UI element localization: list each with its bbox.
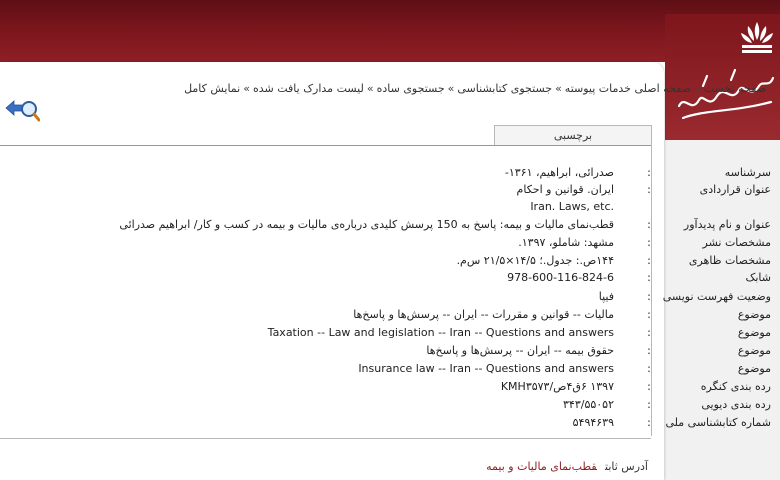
field-value: ۵۴۹۴۶۳۹ xyxy=(572,416,614,429)
organization-calligraphy xyxy=(673,66,777,124)
field-label: وضعیت فهرست نویسی xyxy=(662,290,771,303)
field-label: مشخصات ظاهری xyxy=(688,254,771,267)
field-value: ۳۴۳/۵۵۰۵۲ xyxy=(563,398,614,411)
field-label: موضوع xyxy=(737,308,771,321)
field-value: ایران. قوانین و احکام xyxy=(516,183,614,196)
field-label: موضوع xyxy=(737,344,771,357)
field-label: شابک xyxy=(745,271,771,284)
field-label: عنوان قراردادی xyxy=(699,183,771,196)
field-value: Insurance law -- Iran -- Questions and answers xyxy=(358,362,614,375)
field-label: موضوع xyxy=(737,326,771,339)
breadcrumb-services[interactable]: صفحه اصلی خدمات پیوسته xyxy=(564,82,692,95)
field-label: سرشناسه xyxy=(724,166,771,179)
breadcrumb-results-list[interactable]: لیست مدارک یافت شده xyxy=(252,82,364,95)
header-bar xyxy=(0,0,780,62)
breadcrumb-bibliographic-search[interactable]: جستجوی کتابشناسی xyxy=(457,82,553,95)
field-value: صدرائی، ابراهیم، ۱۳۶۱- xyxy=(504,166,614,179)
panel-bottom-border xyxy=(0,438,651,439)
field-value: حقوق بیمه -- ایران -- پرسش‌ها و پاسخ‌ها xyxy=(426,344,614,357)
field-label: موضوع xyxy=(737,362,771,375)
field-value: فیپا xyxy=(598,290,614,303)
field-value: Taxation -- Law and legislation -- Iran -- Questions and answers xyxy=(267,326,614,339)
field-value: مشهد: شاملو، ۱۳۹۷. xyxy=(518,236,614,249)
field-label: رده بندی کنگره xyxy=(700,380,771,393)
permalink xyxy=(486,460,648,473)
permalink-link[interactable]: قطب‌نمای مالیات و بیمه xyxy=(486,460,597,473)
field-value: 978-600-116-824-6 xyxy=(507,271,614,284)
field-label: مشخصات نشر xyxy=(702,236,771,249)
tab-label-view[interactable]: برچسبی xyxy=(494,125,652,146)
field-label: شماره کتابشناسی ملی xyxy=(665,416,771,429)
breadcrumb-simple-search[interactable]: جستجوی ساده xyxy=(376,82,445,95)
breadcrumb-home[interactable]: صفحه نخست xyxy=(703,82,766,95)
field-value: مالیات -- قوانین و مقررات -- ایران -- پرسش‌ها و پاسخ‌ها xyxy=(353,308,614,321)
field-label: رده بندی دیویی xyxy=(701,398,771,411)
field-value: ۱۴۴ص.: جدول.؛ ۱۴/۵×۲۱/۵ س‌م. xyxy=(456,254,614,267)
permalink-label: آدرس ثابت xyxy=(605,460,648,473)
field-value: ۱۳۹۷ ۶ق۴ص/KMH۳۵۷۳ xyxy=(500,380,614,393)
search-back-icon[interactable] xyxy=(4,96,40,122)
breadcrumb-current: نمایش کامل xyxy=(184,82,241,95)
breadcrumb: صفحه نخست»صفحه اصلی خدمات پیوسته»جستجوی کتابشناسی»جستجوی ساده»لیست مدارک یافت شده»نمایش کامل xyxy=(184,82,766,95)
field-value: Iran. Laws, etc. xyxy=(530,200,614,213)
sazman-logo-icon xyxy=(736,18,778,58)
field-label: عنوان و نام پدیدآور xyxy=(683,218,771,231)
field-value: قطب‌نمای مالیات و بیمه: پاسخ به 150 پرسش کلیدی درباره‌ی مالیات و بیمه در کسب و کار/ ابراهیم صدرائی xyxy=(119,218,614,231)
